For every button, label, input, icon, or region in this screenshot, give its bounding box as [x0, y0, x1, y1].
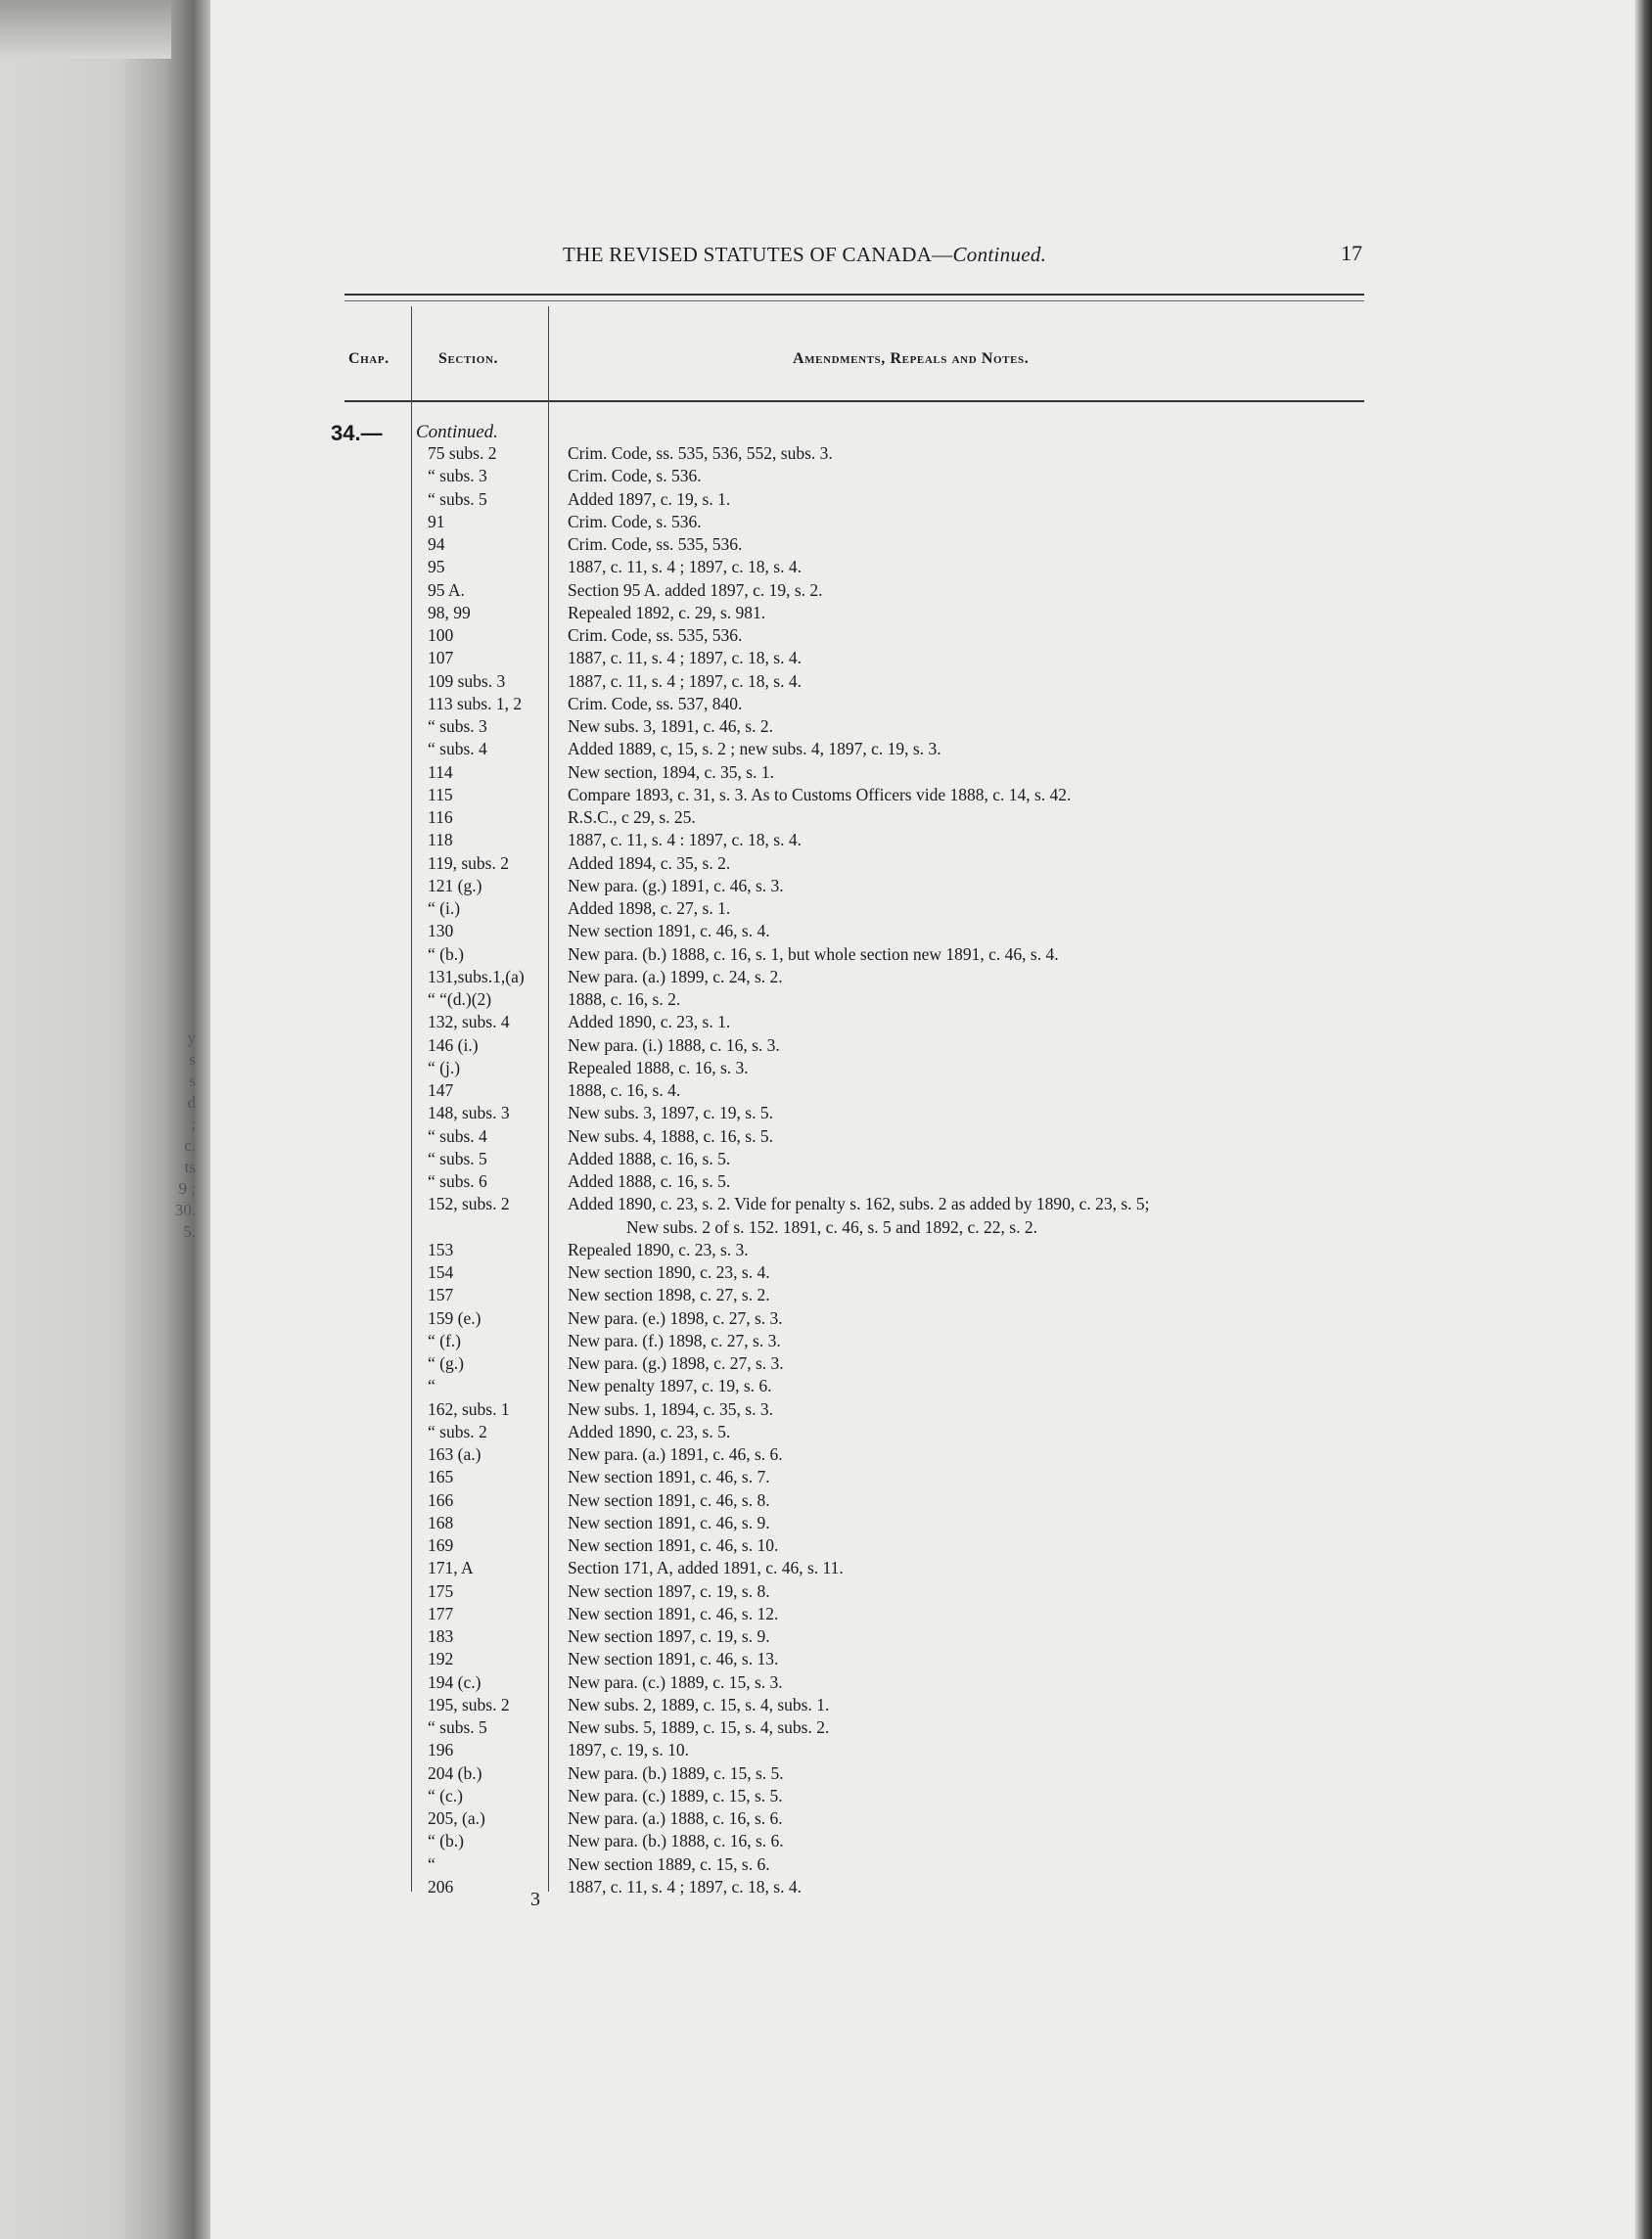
section-cell: 154 — [428, 1262, 454, 1282]
table-row — [0, 1807, 1652, 1830]
section-cell: “ — [428, 1376, 436, 1396]
amendment-note-cell: 1887, c. 11, s. 4 ; 1897, c. 18, s. 4. — [568, 1876, 802, 1896]
section-cell: 116 — [428, 807, 453, 827]
section-cell: “ — [428, 1853, 436, 1874]
section-cell: “ subs. 3 — [428, 716, 487, 736]
amendment-note-cell: New section 1891, c. 46, s. 8. — [568, 1489, 770, 1510]
amendment-note-cell: New subs. 3, 1891, c. 46, s. 2. — [568, 716, 773, 736]
section-cell: 95 A. — [428, 579, 465, 600]
chapter-continued-label: Continued. — [416, 422, 498, 442]
bleed-through-fragment: 9 ; — [178, 1179, 196, 1198]
amendment-note-cell: 1897, c. 19, s. 10. — [568, 1740, 689, 1760]
table-row — [0, 1671, 1652, 1694]
table-row — [0, 1694, 1652, 1716]
table-row — [0, 1830, 1652, 1852]
section-cell: 100 — [428, 625, 454, 645]
column-head-rule — [344, 400, 1364, 402]
section-cell: “ subs. 5 — [428, 1148, 487, 1168]
section-cell: 98, 99 — [428, 602, 471, 622]
amendment-note-cell: New para. (a.) 1891, c. 46, s. 6. — [568, 1444, 783, 1464]
amendment-note-cell: New subs. 2, 1889, c. 15, s. 4, subs. 1. — [568, 1694, 830, 1714]
section-cell: “ subs. 3 — [428, 466, 487, 486]
amendment-note-cell: Added 1890, c. 23, s. 1. — [568, 1012, 731, 1032]
table-row — [0, 1125, 1652, 1148]
table-row — [0, 647, 1652, 669]
table-row — [0, 624, 1652, 647]
amendment-note-cell: New para. (i.) 1888, c. 16, s. 3. — [568, 1034, 780, 1055]
section-cell: 118 — [428, 830, 453, 850]
amendment-note-cell: Section 95 A. added 1897, c. 19, s. 2. — [568, 579, 823, 600]
amendment-note-cell: New para. (b.) 1888, c. 16, s. 1, but whole section new 1891, c. 46, s. 4. — [568, 943, 1059, 964]
amendment-note-cell: Repealed 1888, c. 16, s. 3. — [568, 1057, 749, 1077]
section-cell: 165 — [428, 1467, 454, 1487]
section-cell: 148, subs. 3 — [428, 1103, 510, 1123]
section-cell: 169 — [428, 1535, 454, 1555]
section-cell: 166 — [428, 1489, 454, 1510]
table-row — [0, 897, 1652, 920]
bleed-through-fragment: d — [187, 1093, 196, 1112]
amendment-note-cell: Crim. Code, ss. 535, 536, 552, subs. 3. — [568, 443, 833, 463]
section-cell: 162, subs. 1 — [428, 1398, 510, 1419]
page-number: 17 — [1341, 241, 1362, 265]
amendment-note-cell: Compare 1893, c. 31, s. 3. As to Customs Officers vide 1888, c. 14, s. 42. — [568, 784, 1072, 804]
amendments-table — [0, 442, 1652, 1898]
column-header-chap: Chap. — [348, 350, 390, 367]
table-row — [0, 1762, 1652, 1785]
column-header-amendments: Amendments, Repeals and Notes. — [793, 350, 1030, 367]
header-rule — [344, 294, 1364, 296]
amendment-note-cell: New para. (c.) 1889, c. 15, s. 5. — [568, 1785, 783, 1805]
section-cell: “ (c.) — [428, 1785, 463, 1805]
table-row — [0, 465, 1652, 487]
section-cell: 196 — [428, 1740, 454, 1760]
section-cell: 194 (c.) — [428, 1671, 482, 1692]
table-row — [0, 1466, 1652, 1488]
table-row — [0, 1443, 1652, 1466]
amendment-note-cell: New section 1897, c. 19, s. 9. — [568, 1626, 770, 1646]
section-cell: 192 — [428, 1649, 454, 1669]
section-cell: 157 — [428, 1285, 454, 1305]
amendment-note-cell: New section 1891, c. 46, s. 9. — [568, 1512, 770, 1532]
table-row — [0, 442, 1652, 465]
table-row — [0, 738, 1652, 760]
amendment-note-cell: New para. (b.) 1889, c. 15, s. 5. — [568, 1762, 784, 1783]
section-cell: 109 subs. 3 — [428, 670, 506, 691]
table-row — [0, 1034, 1652, 1057]
section-cell: 91 — [428, 511, 445, 531]
section-cell: “ subs. 5 — [428, 488, 487, 509]
table-row — [0, 1512, 1652, 1534]
table-row — [0, 988, 1652, 1011]
table-row — [0, 829, 1652, 851]
amendment-note-cell: Added 1898, c. 27, s. 1. — [568, 898, 731, 918]
table-row — [0, 1603, 1652, 1625]
amendment-note-cell: New para. (g.) 1898, c. 27, s. 3. — [568, 1353, 784, 1373]
section-cell: “ subs. 6 — [428, 1171, 487, 1191]
amendment-note-cell: New para. (g.) 1891, c. 46, s. 3. — [568, 875, 784, 895]
table-row — [0, 1375, 1652, 1397]
bleed-through-fragment: ; — [191, 1115, 196, 1133]
bleed-through-fragment: 30. — [174, 1201, 196, 1219]
section-cell: 206 — [428, 1876, 454, 1896]
table-row — [0, 761, 1652, 784]
amendment-note-cell: New para. (e.) 1898, c. 27, s. 3. — [568, 1307, 783, 1328]
amendment-note-cell: New subs. 4, 1888, c. 16, s. 5. — [568, 1125, 773, 1146]
table-row — [0, 1011, 1652, 1033]
table-row — [0, 1739, 1652, 1761]
bleed-through-fragment: 5. — [183, 1222, 196, 1241]
table-row — [0, 1421, 1652, 1443]
table-row — [0, 1398, 1652, 1421]
table-row — [0, 875, 1652, 897]
section-cell: “ subs. 4 — [428, 1125, 487, 1146]
table-row — [0, 1489, 1652, 1512]
table-row — [0, 1580, 1652, 1603]
amendment-note-cell: Added 1897, c. 19, s. 1. — [568, 488, 731, 509]
table-row — [0, 1079, 1652, 1102]
section-cell: 119, subs. 2 — [428, 852, 509, 873]
amendment-note-cell: Added 1889, c, 15, s. 2 ; new subs. 4, 1897, c. 19, s. 3. — [568, 739, 941, 759]
section-cell: “ “(d.)(2) — [428, 989, 492, 1009]
amendment-note-cell: Added 1894, c. 35, s. 2. — [568, 852, 731, 873]
table-row — [0, 1216, 1652, 1239]
section-cell: 171, A — [428, 1558, 474, 1578]
amendment-note-cell: New section 1891, c. 46, s. 13. — [568, 1649, 779, 1669]
section-cell: 163 (a.) — [428, 1444, 482, 1464]
amendment-note-cell: Added 1888, c. 16, s. 5. — [568, 1171, 731, 1191]
table-row — [0, 1102, 1652, 1124]
amendment-note-cell: Crim. Code, s. 536. — [568, 511, 702, 531]
chapter-number: 34.— — [331, 421, 383, 445]
section-cell: “ (b.) — [428, 943, 464, 964]
table-row — [0, 1785, 1652, 1807]
table-row — [0, 693, 1652, 715]
table-row — [0, 1261, 1652, 1284]
amendment-note-cell: New para. (a.) 1899, c. 24, s. 2. — [568, 966, 783, 986]
section-cell: “ (j.) — [428, 1057, 461, 1077]
section-cell: 153 — [428, 1239, 454, 1259]
column-header-section: Section. — [438, 350, 499, 367]
table-row — [0, 852, 1652, 875]
section-cell: 75 subs. 2 — [428, 443, 497, 463]
section-cell: “ (b.) — [428, 1831, 464, 1851]
amendment-note-cell: New penalty 1897, c. 19, s. 6. — [568, 1376, 772, 1396]
section-cell: 131,subs.1,(a) — [428, 966, 525, 986]
section-cell: 94 — [428, 534, 445, 554]
amendment-note-cell: New subs. 2 of s. 152. 1891, c. 46, s. 5 and 1892, c. 22, s. 2. — [626, 1216, 1037, 1237]
section-cell: 177 — [428, 1603, 454, 1623]
amendment-note-cell: 1887, c. 11, s. 4 ; 1897, c. 18, s. 4. — [568, 648, 802, 668]
table-row — [0, 1625, 1652, 1648]
table-row — [0, 966, 1652, 988]
table-row — [0, 1193, 1652, 1215]
amendment-note-cell: Added 1890, c. 23, s. 2. Vide for penalty s. 162, subs. 2 as added by 1890, c. 23, s. 5; — [568, 1194, 1150, 1214]
amendment-note-cell: New subs. 1, 1894, c. 35, s. 3. — [568, 1398, 773, 1419]
table-row — [0, 579, 1652, 602]
section-cell: 132, subs. 4 — [428, 1012, 510, 1032]
amendment-note-cell: New section 1891, c. 46, s. 7. — [568, 1467, 770, 1487]
section-cell: 205, (a.) — [428, 1808, 485, 1828]
table-row — [0, 1239, 1652, 1261]
amendment-note-cell: 1888, c. 16, s. 2. — [568, 989, 681, 1009]
amendment-note-cell: New section, 1894, c. 35, s. 1. — [568, 761, 774, 782]
section-cell: “ subs. 5 — [428, 1717, 487, 1737]
amendment-note-cell: 1887, c. 11, s. 4 ; 1897, c. 18, s. 4. — [568, 557, 802, 577]
table-row — [0, 1557, 1652, 1579]
scan-top-corner — [0, 0, 171, 59]
header-rule-thin — [344, 300, 1364, 301]
table-row — [0, 920, 1652, 942]
running-head-title: THE REVISED STATUTES OF CANADA— — [563, 243, 953, 266]
table-row — [0, 533, 1652, 556]
amendment-note-cell: 1887, c. 11, s. 4 : 1897, c. 18, s. 4. — [568, 830, 802, 850]
amendment-note-cell: New section 1891, c. 46, s. 12. — [568, 1603, 779, 1623]
amendment-note-cell: 1888, c. 16, s. 4. — [568, 1080, 681, 1100]
section-cell: 95 — [428, 557, 445, 577]
section-cell: 175 — [428, 1580, 454, 1601]
amendment-note-cell: Added 1888, c. 16, s. 5. — [568, 1148, 731, 1168]
table-row — [0, 1057, 1652, 1079]
section-cell: 183 — [428, 1626, 454, 1646]
amendment-note-cell: New section 1890, c. 23, s. 4. — [568, 1262, 770, 1282]
bleed-through-fragment: s — [189, 1072, 196, 1090]
table-row — [0, 556, 1652, 578]
amendment-note-cell: Section 171, A, added 1891, c. 46, s. 11. — [568, 1558, 844, 1578]
bleed-through-fragment: s — [189, 1050, 196, 1069]
amendment-note-cell: New para. (a.) 1888, c. 16, s. 6. — [568, 1808, 783, 1828]
table-row — [0, 1648, 1652, 1670]
table-row — [0, 1853, 1652, 1876]
section-cell: 204 (b.) — [428, 1762, 482, 1783]
table-row — [0, 488, 1652, 511]
amendment-note-cell: New para. (f.) 1898, c. 27, s. 3. — [568, 1330, 781, 1350]
amendment-note-cell: New section 1891, c. 46, s. 10. — [568, 1535, 779, 1555]
amendment-note-cell: New section 1891, c. 46, s. 4. — [568, 921, 770, 941]
amendment-note-cell: R.S.C., c 29, s. 25. — [568, 807, 696, 827]
table-row — [0, 1170, 1652, 1193]
table-row — [0, 1876, 1652, 1898]
section-cell: “ subs. 2 — [428, 1421, 487, 1441]
amendment-note-cell: Crim. Code, s. 536. — [568, 466, 702, 486]
section-cell: 115 — [428, 784, 453, 804]
table-row — [0, 1716, 1652, 1739]
table-row — [0, 1307, 1652, 1330]
amendment-note-cell: Repealed 1890, c. 23, s. 3. — [568, 1239, 749, 1259]
bleed-through-fragment: c. — [184, 1136, 196, 1155]
table-row — [0, 1330, 1652, 1352]
signature-mark: 3 — [530, 1889, 540, 1910]
amendment-note-cell: New para. (c.) 1889, c. 15, s. 3. — [568, 1671, 783, 1692]
amendment-note-cell: New section 1897, c. 19, s. 8. — [568, 1580, 770, 1601]
section-cell: 152, subs. 2 — [428, 1194, 510, 1214]
running-head-continued: Continued. — [952, 243, 1047, 266]
amendment-note-cell: Crim. Code, ss. 535, 536. — [568, 625, 743, 645]
amendment-note-cell: New section 1898, c. 27, s. 2. — [568, 1285, 770, 1305]
section-cell: 114 — [428, 761, 453, 782]
section-cell: 146 (i.) — [428, 1034, 479, 1055]
amendment-note-cell: 1887, c. 11, s. 4 ; 1897, c. 18, s. 4. — [568, 670, 802, 691]
amendment-note-cell: New section 1889, c. 15, s. 6. — [568, 1853, 770, 1874]
section-cell: “ (g.) — [428, 1353, 464, 1373]
section-cell: “ (i.) — [428, 898, 461, 918]
running-head — [563, 243, 1046, 267]
section-cell: 147 — [428, 1080, 454, 1100]
bleed-through-fragment: y — [187, 1028, 196, 1047]
amendment-note-cell: New subs. 3, 1897, c. 19, s. 5. — [568, 1103, 773, 1123]
table-row — [0, 670, 1652, 693]
bleed-through-fragment: ts — [184, 1158, 196, 1176]
section-cell: 195, subs. 2 — [428, 1694, 510, 1714]
amendment-note-cell: Crim. Code, ss. 537, 840. — [568, 693, 743, 713]
section-cell: “ subs. 4 — [428, 739, 487, 759]
section-cell: “ (f.) — [428, 1330, 462, 1350]
table-row — [0, 511, 1652, 533]
section-cell: 159 (e.) — [428, 1307, 482, 1328]
table-row — [0, 1534, 1652, 1557]
table-row — [0, 1284, 1652, 1306]
amendment-note-cell: Repealed 1892, c. 29, s. 981. — [568, 602, 766, 622]
section-cell: 168 — [428, 1512, 454, 1532]
table-row — [0, 602, 1652, 624]
amendment-note-cell: Added 1890, c. 23, s. 5. — [568, 1421, 731, 1441]
section-cell: 107 — [428, 648, 454, 668]
section-cell: 121 (g.) — [428, 875, 482, 895]
section-cell: 130 — [428, 921, 454, 941]
amendment-note-cell: New para. (b.) 1888, c. 16, s. 6. — [568, 1831, 784, 1851]
table-row — [0, 1352, 1652, 1375]
table-row — [0, 943, 1652, 966]
table-row — [0, 784, 1652, 806]
amendment-note-cell: New subs. 5, 1889, c. 15, s. 4, subs. 2. — [568, 1717, 830, 1737]
table-row — [0, 1148, 1652, 1170]
section-cell: 113 subs. 1, 2 — [428, 693, 523, 713]
amendment-note-cell: Crim. Code, ss. 535, 536. — [568, 534, 743, 554]
table-row — [0, 715, 1652, 738]
table-row — [0, 806, 1652, 829]
